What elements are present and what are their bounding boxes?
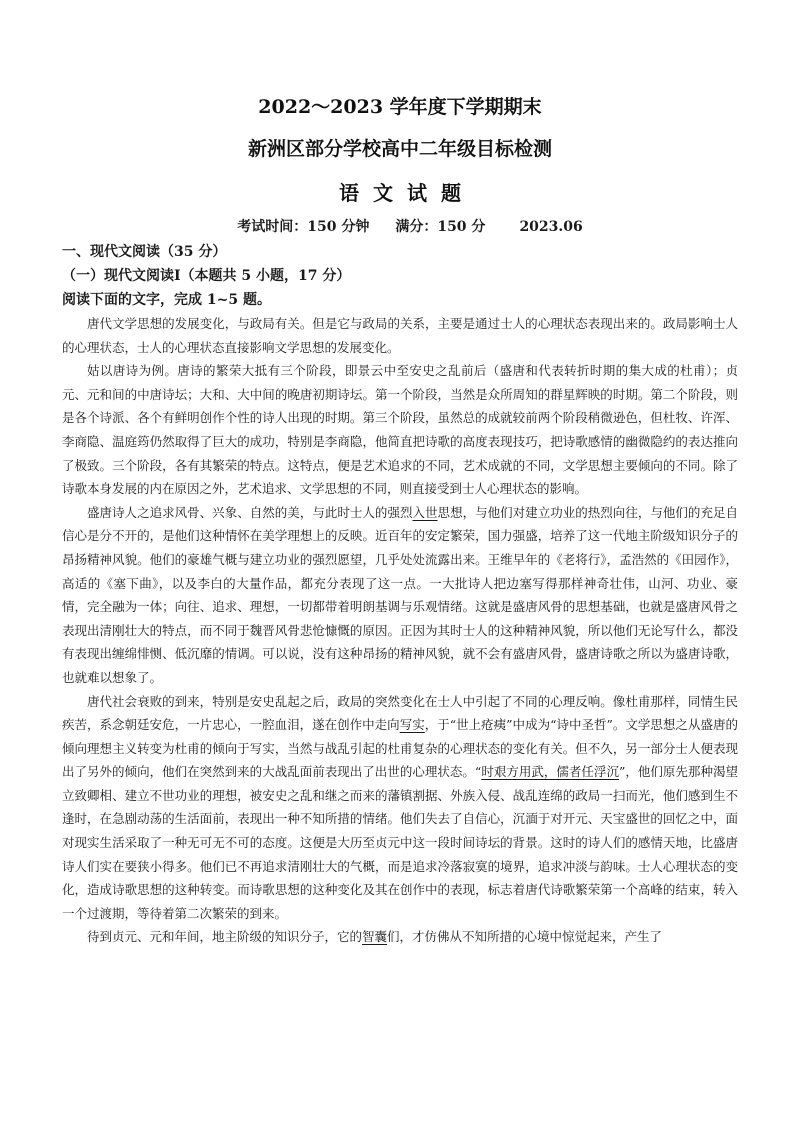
exam-time: 考试时间：150 分钟 [237,219,370,235]
exam-page [62,92,738,949]
exam-date: 2023.06 [519,219,583,235]
exam-title-school: 新洲区部分学校高中二年级目标检测 [247,138,552,160]
underlined-quote: 时艰方用武，儒者任浮沉 [481,764,619,780]
exam-meta-line [62,216,738,238]
section-heading: 一、现代文阅读（35 分） [62,244,227,260]
full-score: 满分：150 分 [395,219,486,235]
passage-paragraph-2: 姑以唐诗为例。唐诗的繁荣大抵有三个阶段，即景云中至安史之乱前后（盛唐和代表转折时期的集大成的杜甫）；贞元、元和间的中唐诗坛；大和、大中间的晚唐初期诗坛。第一个阶段，当然是众所周知的群星辉映的时期。第二个阶段，则是各个诗派、各个有鲜明创作个性的诗人出现的时期。第三个阶段，虽然总的成就较前两个阶段稍微逊色，但杜牧、许浑、李商隐、温庭筠仍然取得了巨大的成功，特别是李商隐，他简直把诗歌的高度表现技巧，把诗歌感情的幽微隐约的表达推向了极致。三个阶段，各有其繁荣的特点。这特点，便是艺术追求的不同，艺术成就的不同，文学思想主要倾向的不同。除了诗歌本身发展的内在原因之外，艺术追求、文学思想的不同，则直接受到士人心理状态的影响。 [62,363,738,497]
reading-instruction: 阅读下面的文字，完成 1~5 题。 [62,292,271,308]
underlined-term-zhinang: 智囊 [362,929,388,945]
paragraph-text: 唐代社会衰败的到来，特别是安史乱起之后，政局的突然变化在士人中引起了不同的心理反响。像杜甫那样，同情生民疾苦，系念朝廷安危，一片忠心，一腔血泪，遂在创作中走向 [62,693,738,733]
passage-paragraph-4 [62,690,738,926]
underlined-term-xieshi: 写实 [399,717,425,733]
sub-section-heading: （一）现代文阅读Ⅰ（本题共 5 小题，17 分） [62,268,351,284]
paragraph-text: 盛唐诗人之追求风骨、兴象、自然的美，与此时士人的强烈 [87,504,413,520]
passage-paragraph-5 [62,925,738,949]
paragraph-text: ，于“世上疮痍”中成为“诗中圣哲”。文学思想之从盛唐的倾向理想主义转变为杜甫的倾向于写实，当然与战乱引起的杜甫复杂的心理状态的变化有关。但不久，另一部分士人便表现出了另外的倾向，他们在突然到来的大战乱面前表现出了出世的心理状态。“ [62,717,738,780]
underlined-term-rushi: 入世 [412,504,438,520]
exam-title-term: 2022～2023 学年度下学期期末 [258,96,542,118]
paragraph-text: ”，他们原先那种渴望立致卿相、建立不世功业的理想，被安史之乱和继之而来的藩镇割据、外族入侵、战乱连绵的政局一扫而光，他们感到生不逢时，在急剧动荡的生活面前，表现出一种不知所措的情绪。他们失去了自信心，沉湎于对开元、天宝盛世的回忆之中，面对现实生活采取了一种无可无不可的态度。这便是大历至贞元中这一段时间诗坛的背景。这时的诗人们的感情天地，比盛唐诗人们实在要狭小得多。他们已不再追求清刚壮大的气概，而是追求冷落寂寞的境界，追求冲淡与韵味。士人心理状态的变化，造成诗歌思想的这种转变。而诗歌思想的这种变化及其在创作中的表现，标志着唐代诗歌繁荣第一个高峰的结束，转入一个过渡期，等待着第二次繁荣的到来。 [62,764,738,921]
passage-paragraph-3 [62,501,738,690]
passage-paragraph-1: 唐代文学思想的发展变化，与政局有关。但是它与政局的关系，主要是通过士人的心理状态表现出来的。政局影响士人的心理状态，士人的心理状态直接影响文学思想的发展变化。 [62,316,738,355]
paragraph-text: 们，才仿佛从不知所措的心境中惊觉起来，产生了 [387,929,663,945]
paragraph-text: 思想，与他们对建立功业的热烈向往，与他们的充足自信心是分不开的，是他们这种情怀在美学理想上的反映。近百年的安定繁荣，国力强盛，培养了这一代地主阶级知识分子的昂扬精神风貌。他们的豪雄气概与建立功业的强烈愿望，几乎处处流露出来。王维早年的《老将行》，孟浩然的《田园作》，高适的《塞下曲》，以及李白的大量作品，都充分表现了这一点。一大批诗人把边塞写得那样神奇壮伟，山河、功业、豪情，完全融为一体；向往、追求、理想，一切都带着明朗基调与乐观情绪。这就是盛唐风骨的思想基础，也就是盛唐风骨之表现出清刚壮大的特点，而不同于魏晋风骨悲怆慷慨的原因。正因为其时士人的这种精神风貌，所以他们无论写什么，都没有表现出缠绵悱恻、低沉靡的情调。可以说，没有这种昂扬的精神风貌，就不会有盛唐风骨，盛唐诗歌之所以为盛唐诗歌，也就难以想象了。 [62,504,738,685]
paragraph-text: 待到贞元、元和年间，地主阶级的知识分子，它的 [87,929,363,945]
exam-title-subject: 语文试题 [339,181,475,205]
